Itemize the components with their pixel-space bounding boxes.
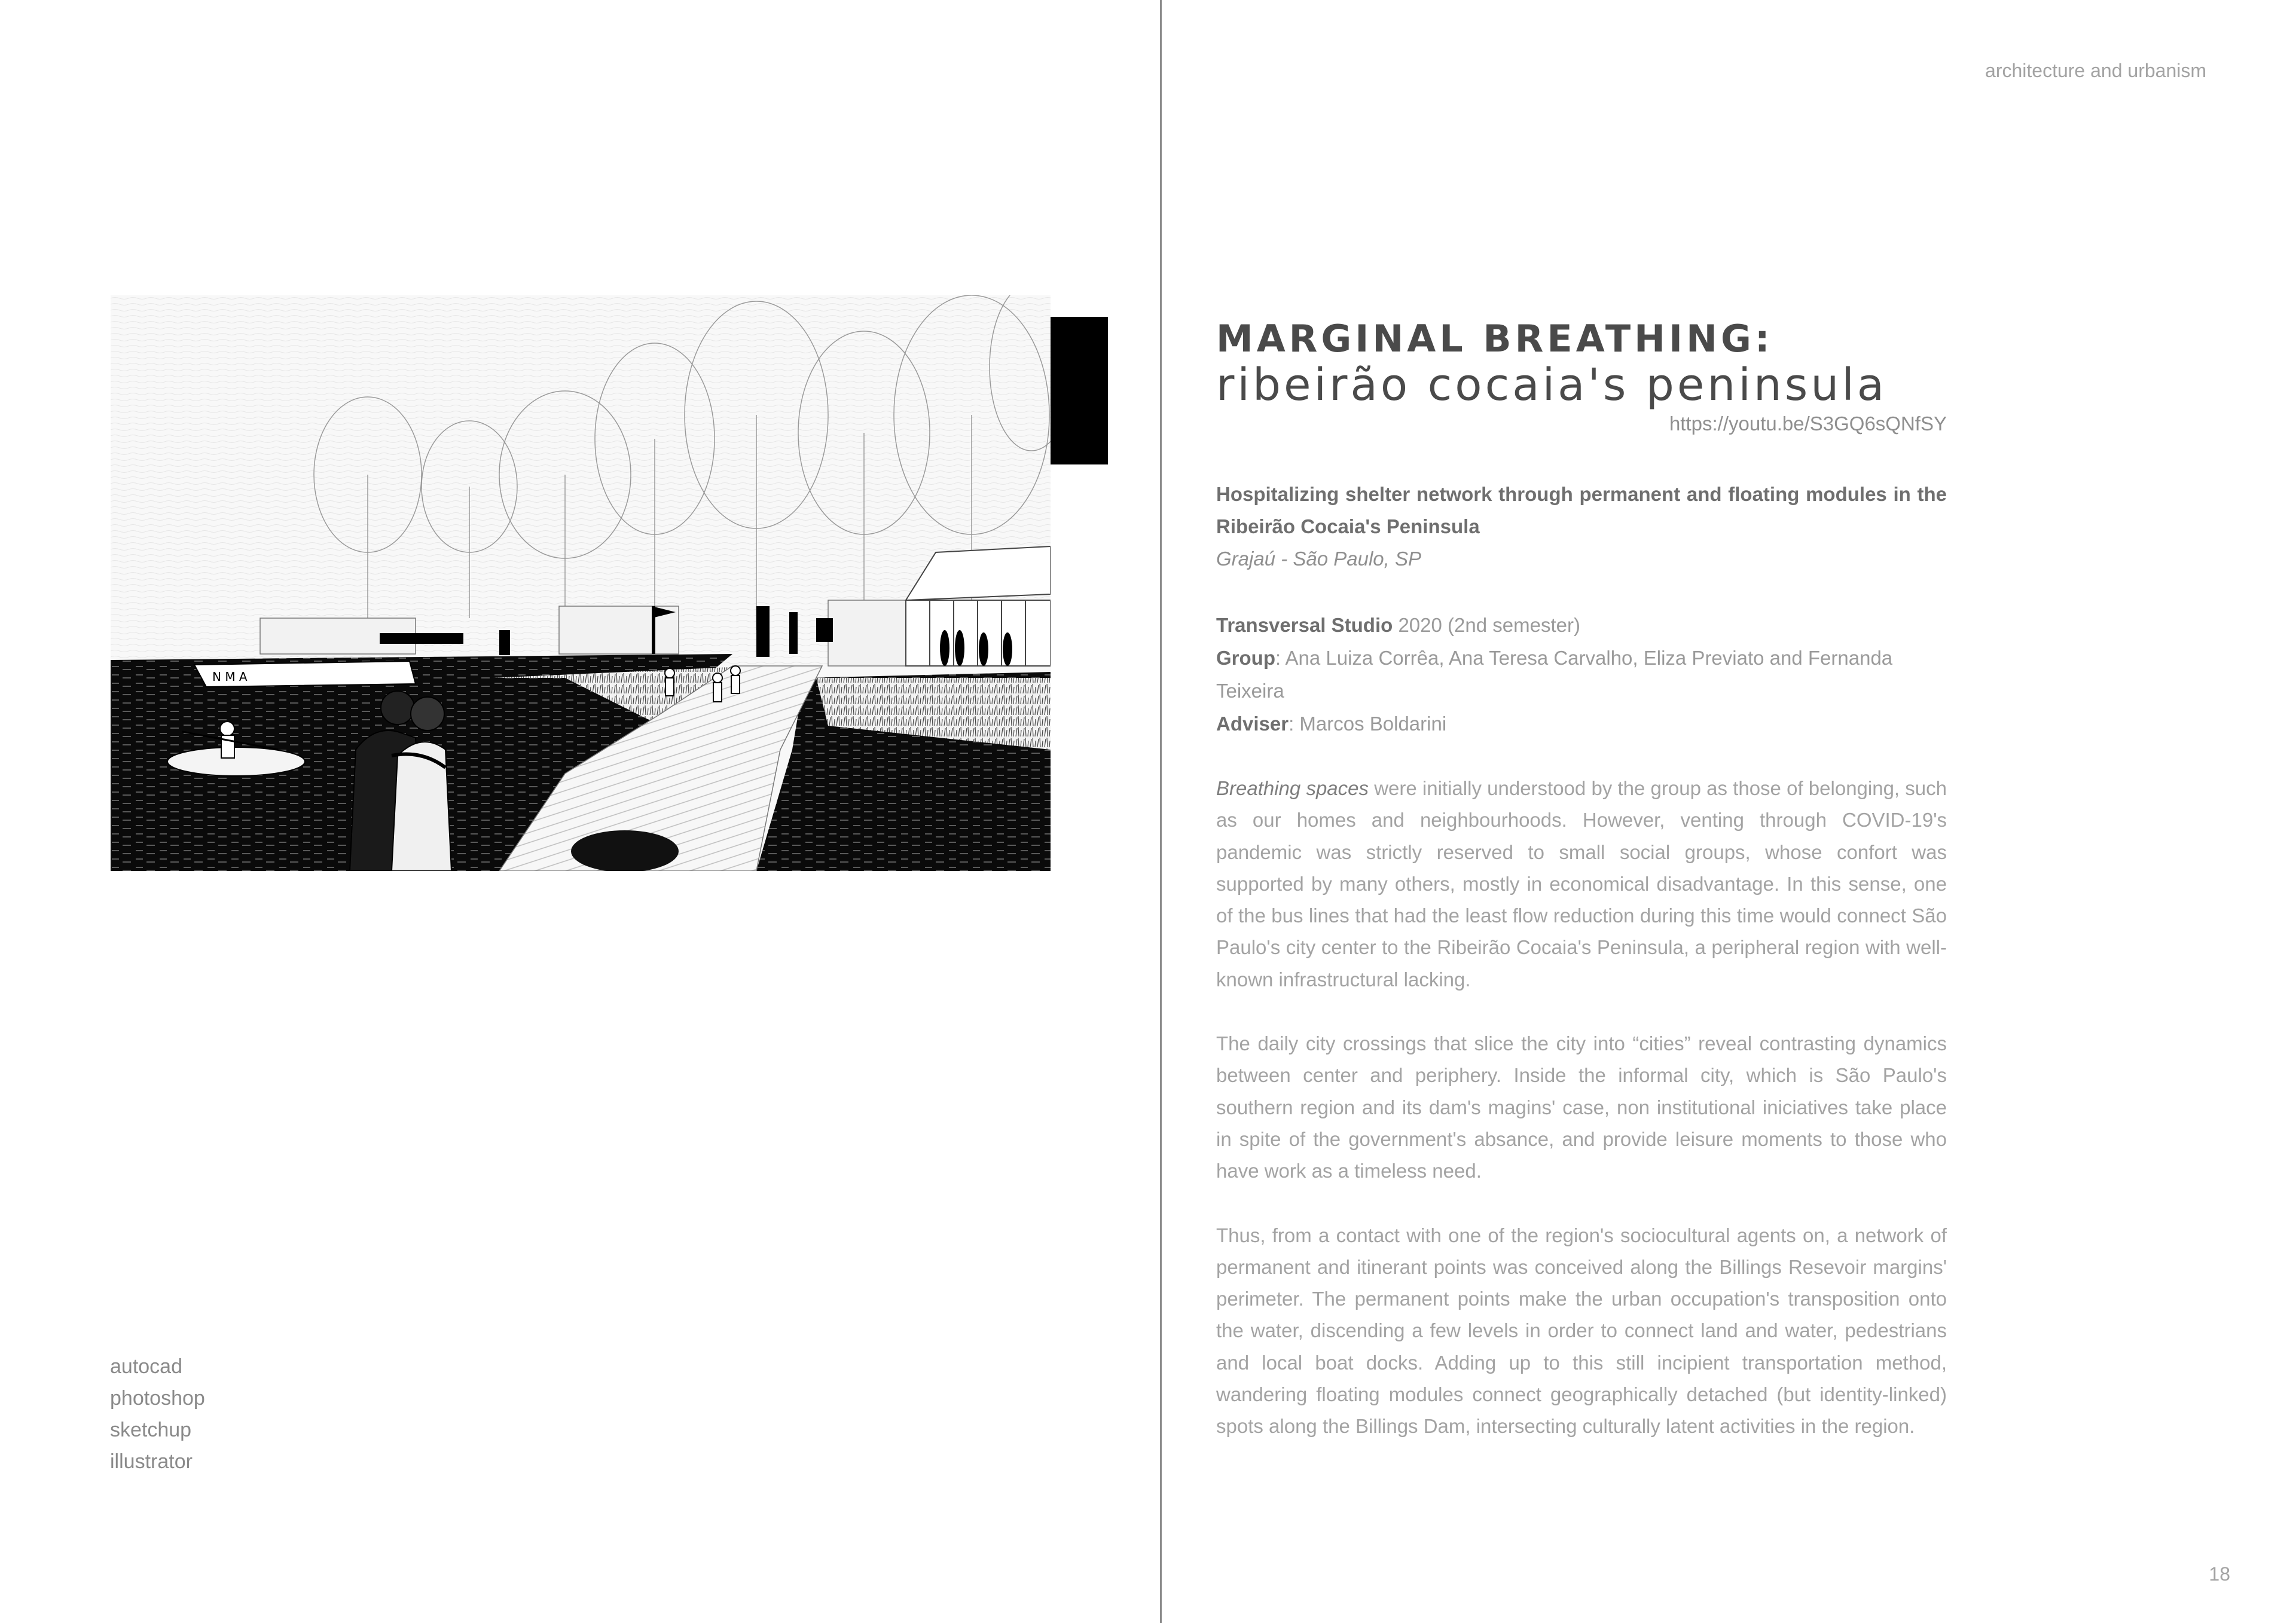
group-label: Group (1216, 647, 1275, 669)
group-line (1216, 641, 1947, 707)
studio-line (1216, 609, 1947, 641)
studio-value: 2020 (2nd semester) (1393, 614, 1580, 636)
project-subtitle: Hospitalizing shelter network through permanent and floating modules in the Ribeirão Cocaia's Peninsula (1216, 483, 1947, 537)
project-credits (1216, 609, 1947, 740)
black-accent-tab (1051, 317, 1108, 464)
body-paragraph-1 (1216, 772, 1947, 995)
page-divider (1160, 0, 1162, 1623)
svg-text:N M A: N M A (212, 670, 248, 684)
project-title: MARGINAL BREATHING: (1216, 317, 1773, 360)
software-item: photoshop (110, 1387, 205, 1410)
adviser-label: Adviser (1216, 713, 1289, 735)
project-render-image (111, 295, 1051, 871)
paragraph-1-text: were initially understood by the group as those of belonging, such as our homes and neighbourhoods. However, venting through COVID-19's pandemic was strictly reserved to small social groups, whose confort was supported by many others, mostly in economical disadvantage. In this sense, one of the bus lines that had the least flow reduction during this time would connect São Paulo's city center to the Ribeirão Cocaia's Peninsula, a peripheral region with well-known infrastructural lacking. (1216, 777, 1947, 991)
running-head: architecture and urbanism (1985, 60, 2206, 81)
body-paragraph-3: Thus, from a contact with one of the region's sociocultural agents on, a network of permanent and itinerant points was conceived along the Billings Resevoir margins' perimeter. The permanent points make the urban occupation's transposition onto the water, discending a few levels in order to connect land and water, pedestrians and local boat docks. Adding up to this still incipient transportation method, wandering floating modules connect geographically detached (but identity-linked) spots along the Billings Dam, intersecting culturally latent activities in the region. (1216, 1224, 1947, 1438)
video-link[interactable]: https://youtu.be/S3GQ6sQNfSY (1669, 412, 1947, 435)
studio-label: Transversal Studio (1216, 614, 1393, 636)
page-number: 18 (2209, 1563, 2230, 1585)
project-location: Grajaú - São Paulo, SP (1216, 548, 1422, 570)
adviser-value: : Marcos Boldarini (1289, 713, 1447, 735)
body-paragraph-2: The daily city crossings that slice the city into “cities” reveal contrasting dynamics between center and periphery. Inside the informal city, which is São Paulo's southern region and its dam's magins' case, non institutional iniciatives take place in spite of the government's absance, and provide leisure moments to those who have work as a timeless need. (1216, 1032, 1947, 1182)
adviser-line (1216, 707, 1947, 740)
project-text-column (1216, 317, 1947, 1442)
software-item: illustrator (110, 1450, 193, 1473)
project-title-secondary: ribeirão cocaia's peninsula (1216, 359, 1888, 411)
software-item: autocad (110, 1355, 182, 1378)
paragraph-lead-phrase: Breathing spaces (1216, 777, 1369, 799)
group-value: : Ana Luiza Corrêa, Ana Teresa Carvalho, Eliza Previato and Fernanda Teixeira (1216, 647, 1893, 702)
software-list (110, 1351, 205, 1478)
software-item: sketchup (110, 1419, 192, 1441)
